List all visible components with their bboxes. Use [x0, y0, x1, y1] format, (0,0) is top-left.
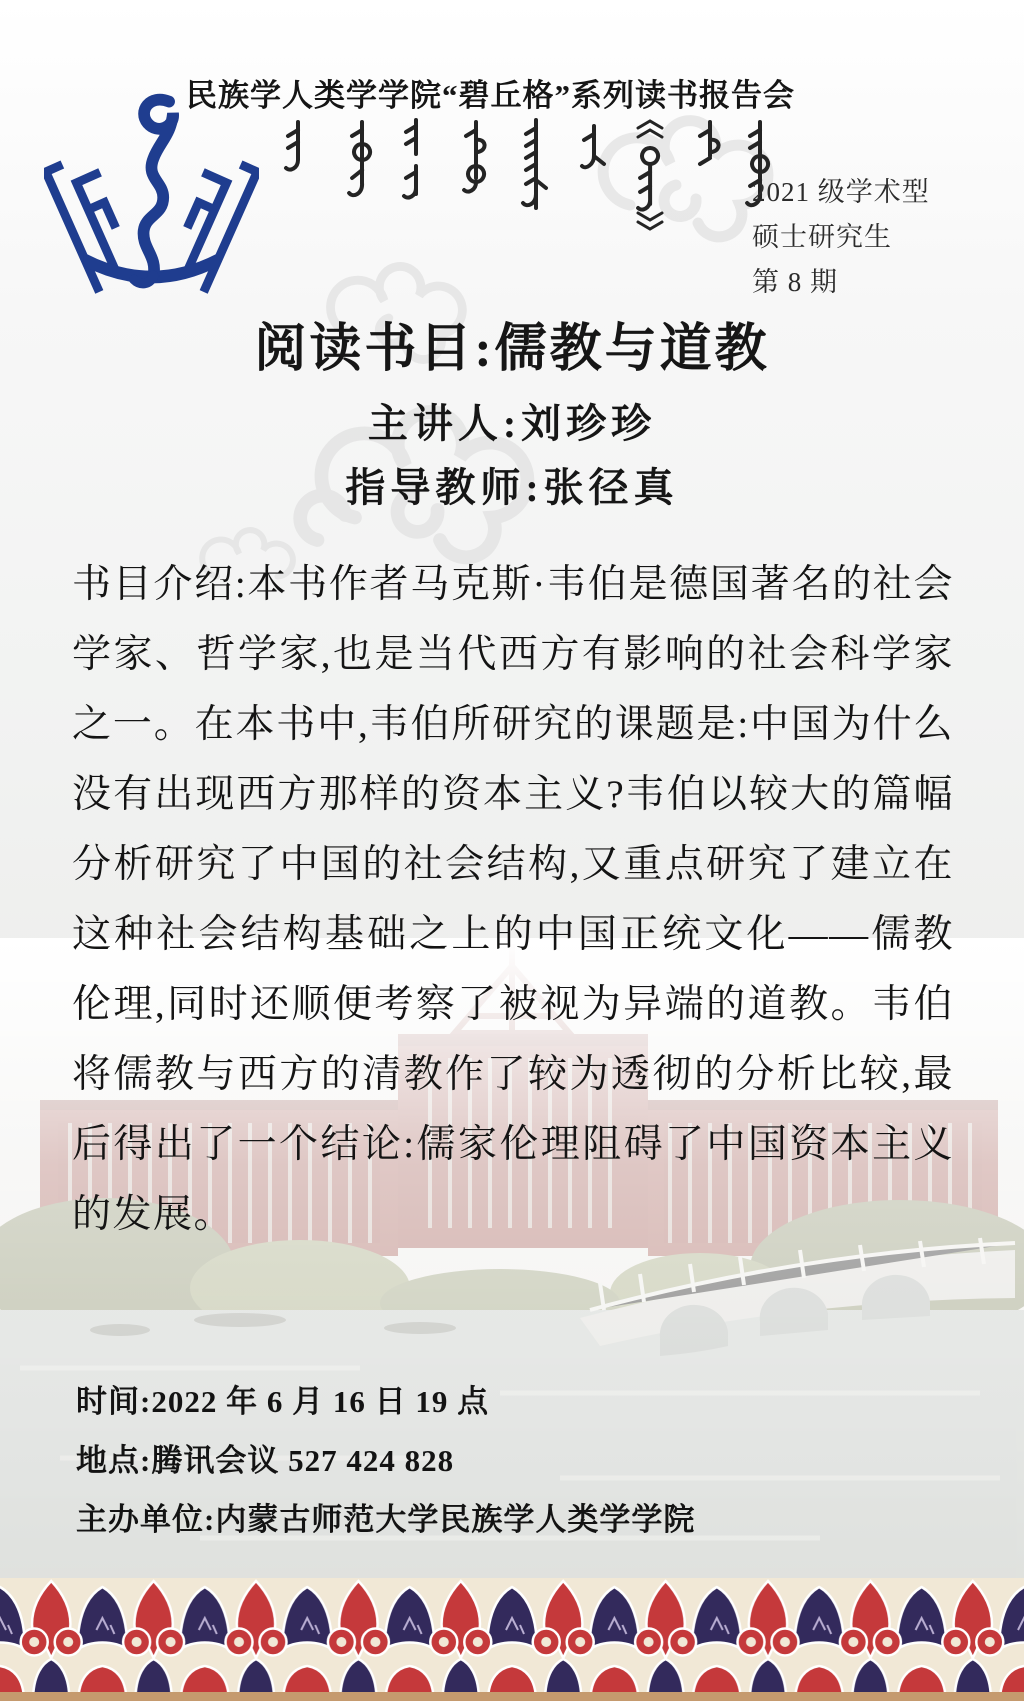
detail-time: 时间:2022 年 6 月 16 日 19 点: [76, 1384, 490, 1419]
book-title: 阅读书目:儒教与道教: [254, 321, 770, 378]
issue-info: [752, 170, 930, 305]
speaker-line: 主讲人:刘珍珍: [367, 401, 657, 446]
mongolian-ornament-border: [0, 1578, 1024, 1701]
series-title: 民族学人类学学院“碧丘格”系列读书报告会: [186, 78, 795, 113]
detail-organizer: 主办单位:内蒙古师范大学民族学人类学学院: [76, 1502, 696, 1537]
advisor-line: 指导教师:张径真: [345, 465, 679, 510]
event-details: [76, 1372, 695, 1549]
college-book-logo-icon: [44, 84, 259, 299]
detail-location: 地点:腾讯会议 527 424 828: [76, 1443, 455, 1478]
mongolian-word: [286, 122, 298, 170]
issue-line-number: 第 8 期: [752, 267, 838, 297]
book-introduction: 书目介绍:本书作者马克斯·韦伯是德国著名的社会学家、哲学家,也是当代西方有影响的社会科学家之一。在本书中,韦伯所研究的课题是:中国为什么没有出现西方那样的资本主义?韦伯以较大的篇幅分析研究了中国的社会结构,又重点研究了建立在这种社会结构基础之上的中国正统文化——儒教伦理,同时还顺便考察了被视为异端的道教。韦伯将儒教与西方的清教作了较为透彻的分析比较,最后得出了一个结论:儒家伦理阻碍了中国资本主义的发展。: [72, 563, 954, 1236]
mongolian-script-decoration: [282, 118, 782, 268]
issue-line-degree: 硕士研究生: [752, 222, 892, 252]
issue-line-cohort: 2021 级学术型: [752, 177, 930, 207]
